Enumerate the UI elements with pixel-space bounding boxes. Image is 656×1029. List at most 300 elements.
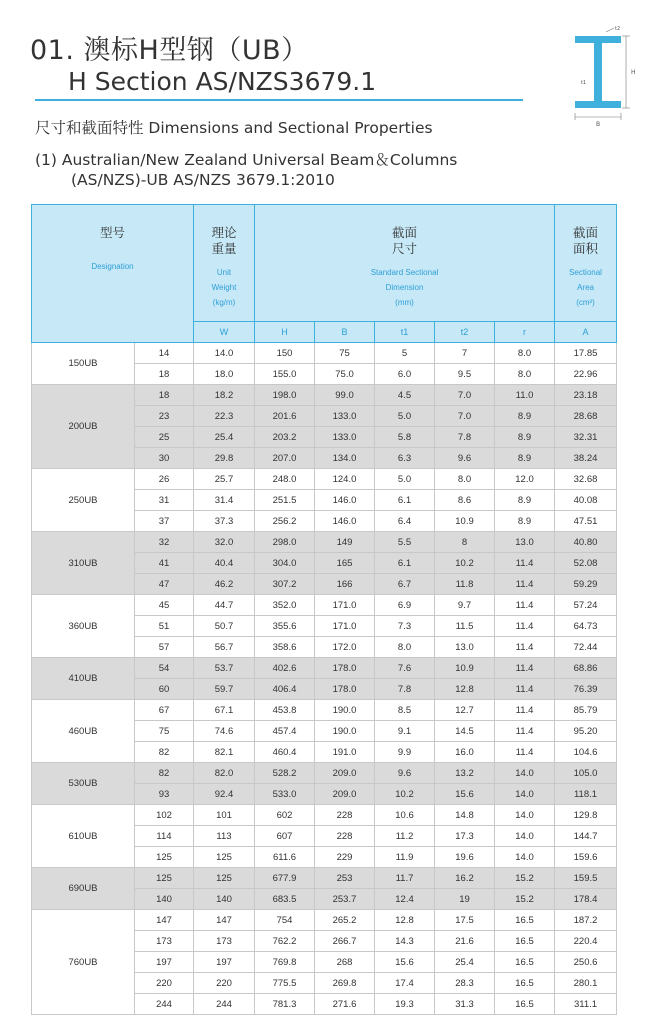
table-cell: 533.0 xyxy=(255,784,315,805)
table-cell: 75 xyxy=(315,343,375,364)
table-cell: 15.6 xyxy=(375,952,435,973)
table-cell: 358.6 xyxy=(255,637,315,658)
table-cell: 12.8 xyxy=(375,910,435,931)
table-cell: 11.4 xyxy=(495,595,555,616)
table-cell: 253.7 xyxy=(315,889,375,910)
table-cell: 16.0 xyxy=(435,742,495,763)
table-cell: 13.0 xyxy=(435,637,495,658)
table-cell: 82.1 xyxy=(194,742,255,763)
table-cell: 85.79 xyxy=(555,700,617,721)
table-cell: 54 xyxy=(135,658,194,679)
table-cell: 14 xyxy=(135,343,194,364)
table-cell: 92.4 xyxy=(194,784,255,805)
table-cell: 56.7 xyxy=(194,637,255,658)
table-cell: 307.2 xyxy=(255,574,315,595)
table-row xyxy=(32,532,617,553)
table-cell: 102 xyxy=(135,805,194,826)
table-cell: 25.4 xyxy=(435,952,495,973)
header-sub-t2: t2 xyxy=(435,322,495,343)
header-sub-b: B xyxy=(315,322,375,343)
table-cell: 5.0 xyxy=(375,406,435,427)
designation-cell: 690UB xyxy=(32,868,135,910)
header-area: 截面 面积 Sectional Area (cm²) xyxy=(555,205,617,322)
table-cell: 15.6 xyxy=(435,784,495,805)
header-sub-h: H xyxy=(255,322,315,343)
table-cell: 178.0 xyxy=(315,679,375,700)
table-cell: 248.0 xyxy=(255,469,315,490)
table-cell: 46.2 xyxy=(194,574,255,595)
table-cell: 460.4 xyxy=(255,742,315,763)
table-cell: 209.0 xyxy=(315,784,375,805)
table-cell: 28.3 xyxy=(435,973,495,994)
table-cell: 220 xyxy=(135,973,194,994)
table-cell: 775.5 xyxy=(255,973,315,994)
table-cell: 17.85 xyxy=(555,343,617,364)
header-sub-t1: t1 xyxy=(375,322,435,343)
table-cell: 311.1 xyxy=(555,994,617,1015)
table-cell: 229 xyxy=(315,847,375,868)
table-cell: 9.9 xyxy=(375,742,435,763)
table-cell: 75.0 xyxy=(315,364,375,385)
table-cell: 51 xyxy=(135,616,194,637)
table-cell: 74.6 xyxy=(194,721,255,742)
properties-table-body xyxy=(32,343,617,1015)
table-cell: 178.0 xyxy=(315,658,375,679)
designation-cell: 200UB xyxy=(32,385,135,469)
table-cell: 125 xyxy=(194,847,255,868)
table-cell: 607 xyxy=(255,826,315,847)
top-flange xyxy=(575,36,621,43)
table-cell: 140 xyxy=(194,889,255,910)
table-cell: 266.7 xyxy=(315,931,375,952)
table-cell: 76.39 xyxy=(555,679,617,700)
table-cell: 150 xyxy=(255,343,315,364)
table-row xyxy=(32,469,617,490)
table-cell: 30 xyxy=(135,448,194,469)
table-cell: 40.80 xyxy=(555,532,617,553)
table-cell: 25 xyxy=(135,427,194,448)
table-cell: 93 xyxy=(135,784,194,805)
table-cell: 7.8 xyxy=(375,679,435,700)
table-row xyxy=(32,595,617,616)
table-cell: 8.9 xyxy=(495,490,555,511)
table-cell: 28.68 xyxy=(555,406,617,427)
table-cell: 22.96 xyxy=(555,364,617,385)
table-cell: 17.5 xyxy=(435,910,495,931)
designation-cell: 150UB xyxy=(32,343,135,385)
table-cell: 18 xyxy=(135,364,194,385)
table-cell: 11.9 xyxy=(375,847,435,868)
table-cell: 144.7 xyxy=(555,826,617,847)
table-cell: 104.6 xyxy=(555,742,617,763)
table-row xyxy=(32,763,617,784)
table-cell: 228 xyxy=(315,805,375,826)
table-cell: 228 xyxy=(315,826,375,847)
table-cell: 173 xyxy=(135,931,194,952)
table-cell: 8.0 xyxy=(495,364,555,385)
table-cell: 134.0 xyxy=(315,448,375,469)
table-cell: 754 xyxy=(255,910,315,931)
table-cell: 187.2 xyxy=(555,910,617,931)
table-cell: 44.7 xyxy=(194,595,255,616)
table-cell: 402.6 xyxy=(255,658,315,679)
table-cell: 8.9 xyxy=(495,448,555,469)
table-cell: 125 xyxy=(194,868,255,889)
table-cell: 40.4 xyxy=(194,553,255,574)
table-cell: 352.0 xyxy=(255,595,315,616)
table-cell: 9.1 xyxy=(375,721,435,742)
table-cell: 190.0 xyxy=(315,700,375,721)
table-cell: 16.5 xyxy=(495,994,555,1015)
table-row xyxy=(32,385,617,406)
table-cell: 17.3 xyxy=(435,826,495,847)
table-cell: 172.0 xyxy=(315,637,375,658)
section-subtitle: 尺寸和截面特性 Dimensions and Sectional Properties xyxy=(35,119,433,137)
table-cell: 53.7 xyxy=(194,658,255,679)
designation-cell: 410UB xyxy=(32,658,135,700)
table-cell: 244 xyxy=(194,994,255,1015)
table-cell: 10.6 xyxy=(375,805,435,826)
table-cell: 14.8 xyxy=(435,805,495,826)
table-cell: 31.4 xyxy=(194,490,255,511)
table-cell: 14.0 xyxy=(495,826,555,847)
table-cell: 23 xyxy=(135,406,194,427)
table-cell: 677.9 xyxy=(255,868,315,889)
table-cell: 7.3 xyxy=(375,616,435,637)
table-cell: 304.0 xyxy=(255,553,315,574)
page-title-en: H Section AS/NZS3679.1 xyxy=(68,67,377,96)
standard-line-1: (1) Australian/New Zealand Universal Beam＆Columns xyxy=(35,151,458,169)
table-cell: 203.2 xyxy=(255,427,315,448)
table-cell: 125 xyxy=(135,868,194,889)
table-cell: 5.5 xyxy=(375,532,435,553)
table-cell: 11.4 xyxy=(495,637,555,658)
label-t2: t2 xyxy=(615,26,621,32)
table-cell: 29.8 xyxy=(194,448,255,469)
table-cell: 602 xyxy=(255,805,315,826)
table-cell: 5.0 xyxy=(375,469,435,490)
table-row xyxy=(32,868,617,889)
table-cell: 124.0 xyxy=(315,469,375,490)
title-divider xyxy=(35,99,523,101)
table-cell: 10.9 xyxy=(435,658,495,679)
label-h: H xyxy=(631,69,636,76)
table-cell: 14.0 xyxy=(495,847,555,868)
table-cell: 173 xyxy=(194,931,255,952)
table-cell: 10.2 xyxy=(435,553,495,574)
table-cell: 256.2 xyxy=(255,511,315,532)
table-cell: 8 xyxy=(435,532,495,553)
table-cell: 146.0 xyxy=(315,511,375,532)
table-cell: 12.7 xyxy=(435,700,495,721)
table-cell: 57.24 xyxy=(555,595,617,616)
table-cell: 8.9 xyxy=(495,427,555,448)
table-cell: 171.0 xyxy=(315,595,375,616)
table-cell: 10.9 xyxy=(435,511,495,532)
table-cell: 155.0 xyxy=(255,364,315,385)
table-cell: 7.0 xyxy=(435,385,495,406)
table-cell: 72.44 xyxy=(555,637,617,658)
standard-line-2: (AS/NZS)-UB AS/NZS 3679.1:2010 xyxy=(71,171,335,189)
table-cell: 64.73 xyxy=(555,616,617,637)
table-cell: 11.0 xyxy=(495,385,555,406)
table-cell: 611.6 xyxy=(255,847,315,868)
table-cell: 17.4 xyxy=(375,973,435,994)
table-cell: 140 xyxy=(135,889,194,910)
table-cell: 198.0 xyxy=(255,385,315,406)
table-cell: 67 xyxy=(135,700,194,721)
table-cell: 683.5 xyxy=(255,889,315,910)
header-dimension: 截面 尺寸 Standard Sectional Dimension (mm) xyxy=(255,205,555,322)
table-row xyxy=(32,805,617,826)
table-cell: 38.24 xyxy=(555,448,617,469)
table-cell: 9.6 xyxy=(435,448,495,469)
table-cell: 298.0 xyxy=(255,532,315,553)
table-cell: 251.5 xyxy=(255,490,315,511)
table-cell: 146.0 xyxy=(315,490,375,511)
header-designation: 型号 Designation xyxy=(32,205,194,343)
designation-cell: 760UB xyxy=(32,910,135,1015)
designation-cell: 610UB xyxy=(32,805,135,868)
table-cell: 244 xyxy=(135,994,194,1015)
table-cell: 41 xyxy=(135,553,194,574)
table-cell: 171.0 xyxy=(315,616,375,637)
table-cell: 75 xyxy=(135,721,194,742)
table-cell: 47 xyxy=(135,574,194,595)
table-cell: 125 xyxy=(135,847,194,868)
table-cell: 11.5 xyxy=(435,616,495,637)
table-cell: 4.5 xyxy=(375,385,435,406)
table-cell: 159.6 xyxy=(555,847,617,868)
table-cell: 269.8 xyxy=(315,973,375,994)
table-cell: 19.6 xyxy=(435,847,495,868)
table-cell: 68.86 xyxy=(555,658,617,679)
table-cell: 23.18 xyxy=(555,385,617,406)
table-cell: 15.2 xyxy=(495,868,555,889)
table-cell: 8.6 xyxy=(435,490,495,511)
designation-cell: 530UB xyxy=(32,763,135,805)
label-b: B xyxy=(596,121,601,128)
table-cell: 113 xyxy=(194,826,255,847)
table-cell: 159.5 xyxy=(555,868,617,889)
table-cell: 5.8 xyxy=(375,427,435,448)
table-cell: 18 xyxy=(135,385,194,406)
table-cell: 406.4 xyxy=(255,679,315,700)
table-cell: 14.0 xyxy=(495,784,555,805)
table-cell: 207.0 xyxy=(255,448,315,469)
table-cell: 118.1 xyxy=(555,784,617,805)
table-cell: 82 xyxy=(135,763,194,784)
table-cell: 5 xyxy=(375,343,435,364)
designation-cell: 310UB xyxy=(32,532,135,595)
table-cell: 457.4 xyxy=(255,721,315,742)
table-cell: 82 xyxy=(135,742,194,763)
table-cell: 18.0 xyxy=(194,364,255,385)
table-cell: 9.7 xyxy=(435,595,495,616)
table-cell: 271.6 xyxy=(315,994,375,1015)
table-cell: 6.3 xyxy=(375,448,435,469)
table-cell: 9.5 xyxy=(435,364,495,385)
table-cell: 7.0 xyxy=(435,406,495,427)
table-cell: 8.5 xyxy=(375,700,435,721)
table-cell: 40.08 xyxy=(555,490,617,511)
table-cell: 16.5 xyxy=(495,973,555,994)
table-cell: 220 xyxy=(194,973,255,994)
table-cell: 12.8 xyxy=(435,679,495,700)
web xyxy=(594,43,602,101)
table-cell: 32.31 xyxy=(555,427,617,448)
table-cell: 60 xyxy=(135,679,194,700)
table-cell: 178.4 xyxy=(555,889,617,910)
table-cell: 15.2 xyxy=(495,889,555,910)
table-cell: 6.9 xyxy=(375,595,435,616)
table-cell: 11.4 xyxy=(495,721,555,742)
table-cell: 12.0 xyxy=(495,469,555,490)
table-cell: 147 xyxy=(194,910,255,931)
table-cell: 253 xyxy=(315,868,375,889)
table-cell: 37.3 xyxy=(194,511,255,532)
properties-table xyxy=(31,204,617,1015)
table-cell: 133.0 xyxy=(315,427,375,448)
designation-cell: 360UB xyxy=(32,595,135,658)
table-cell: 197 xyxy=(194,952,255,973)
table-cell: 22.3 xyxy=(194,406,255,427)
table-cell: 265.2 xyxy=(315,910,375,931)
table-cell: 11.4 xyxy=(495,658,555,679)
table-cell: 769.8 xyxy=(255,952,315,973)
table-cell: 45 xyxy=(135,595,194,616)
table-cell: 209.0 xyxy=(315,763,375,784)
designation-cell: 250UB xyxy=(32,469,135,532)
table-cell: 10.2 xyxy=(375,784,435,805)
table-cell: 101 xyxy=(194,805,255,826)
header-sub-r: r xyxy=(495,322,555,343)
standard-description xyxy=(35,150,457,190)
table-cell: 26 xyxy=(135,469,194,490)
table-cell: 16.2 xyxy=(435,868,495,889)
table-cell: 11.4 xyxy=(495,742,555,763)
table-cell: 32.68 xyxy=(555,469,617,490)
table-cell: 6.4 xyxy=(375,511,435,532)
table-cell: 19.3 xyxy=(375,994,435,1015)
table-cell: 11.4 xyxy=(495,616,555,637)
table-cell: 13.2 xyxy=(435,763,495,784)
table-row xyxy=(32,700,617,721)
table-cell: 280.1 xyxy=(555,973,617,994)
table-cell: 147 xyxy=(135,910,194,931)
table-cell: 57 xyxy=(135,637,194,658)
header-sub-w: W xyxy=(194,322,255,343)
bottom-flange xyxy=(575,101,621,108)
header-sub-a: A xyxy=(555,322,617,343)
table-cell: 11.7 xyxy=(375,868,435,889)
table-cell: 82.0 xyxy=(194,763,255,784)
table-cell: 149 xyxy=(315,532,375,553)
table-cell: 95.20 xyxy=(555,721,617,742)
table-cell: 355.6 xyxy=(255,616,315,637)
table-cell: 32 xyxy=(135,532,194,553)
table-cell: 16.5 xyxy=(495,931,555,952)
table-cell: 16.5 xyxy=(495,952,555,973)
table-cell: 18.2 xyxy=(194,385,255,406)
table-cell: 220.4 xyxy=(555,931,617,952)
h-section-diagram xyxy=(570,24,640,128)
table-cell: 13.0 xyxy=(495,532,555,553)
table-cell: 453.8 xyxy=(255,700,315,721)
header-unit-weight: 理论 重量 Unit Weight (kg/m) xyxy=(194,205,255,322)
table-cell: 190.0 xyxy=(315,721,375,742)
table-cell: 8.0 xyxy=(375,637,435,658)
table-cell: 7 xyxy=(435,343,495,364)
table-cell: 14.0 xyxy=(495,805,555,826)
designation-cell: 460UB xyxy=(32,700,135,763)
table-cell: 6.0 xyxy=(375,364,435,385)
table-cell: 197 xyxy=(135,952,194,973)
page-title: 01. 澳标H型钢（UB） xyxy=(30,35,309,66)
table-cell: 14.0 xyxy=(495,763,555,784)
table-cell: 6.1 xyxy=(375,490,435,511)
table-cell: 6.7 xyxy=(375,574,435,595)
table-cell: 25.7 xyxy=(194,469,255,490)
table-cell: 129.8 xyxy=(555,805,617,826)
table-cell: 21.6 xyxy=(435,931,495,952)
table-cell: 14.0 xyxy=(194,343,255,364)
table-cell: 25.4 xyxy=(194,427,255,448)
table-cell: 8.0 xyxy=(495,343,555,364)
table-cell: 8.9 xyxy=(495,511,555,532)
table-cell: 99.0 xyxy=(315,385,375,406)
label-t1: t1 xyxy=(581,80,587,86)
table-cell: 762.2 xyxy=(255,931,315,952)
table-cell: 14.5 xyxy=(435,721,495,742)
table-cell: 47.51 xyxy=(555,511,617,532)
table-cell: 268 xyxy=(315,952,375,973)
table-cell: 11.4 xyxy=(495,679,555,700)
table-cell: 31.3 xyxy=(435,994,495,1015)
table-cell: 8.9 xyxy=(495,406,555,427)
table-cell: 12.4 xyxy=(375,889,435,910)
table-cell: 59.29 xyxy=(555,574,617,595)
table-cell: 11.4 xyxy=(495,553,555,574)
table-cell: 6.1 xyxy=(375,553,435,574)
table-cell: 19 xyxy=(435,889,495,910)
table-cell: 52.08 xyxy=(555,553,617,574)
table-cell: 528.2 xyxy=(255,763,315,784)
table-cell: 8.0 xyxy=(435,469,495,490)
table-cell: 11.8 xyxy=(435,574,495,595)
table-cell: 11.4 xyxy=(495,574,555,595)
table-cell: 9.6 xyxy=(375,763,435,784)
table-cell: 781.3 xyxy=(255,994,315,1015)
table-cell: 31 xyxy=(135,490,194,511)
table-cell: 7.8 xyxy=(435,427,495,448)
table-row xyxy=(32,343,617,364)
table-cell: 59.7 xyxy=(194,679,255,700)
table-cell: 37 xyxy=(135,511,194,532)
table-cell: 32.0 xyxy=(194,532,255,553)
table-cell: 105.0 xyxy=(555,763,617,784)
table-cell: 11.4 xyxy=(495,700,555,721)
table-cell: 11.2 xyxy=(375,826,435,847)
table-cell: 16.5 xyxy=(495,910,555,931)
table-row xyxy=(32,658,617,679)
table-cell: 133.0 xyxy=(315,406,375,427)
table-row xyxy=(32,910,617,931)
table-cell: 166 xyxy=(315,574,375,595)
table-cell: 165 xyxy=(315,553,375,574)
table-cell: 114 xyxy=(135,826,194,847)
table-cell: 14.3 xyxy=(375,931,435,952)
